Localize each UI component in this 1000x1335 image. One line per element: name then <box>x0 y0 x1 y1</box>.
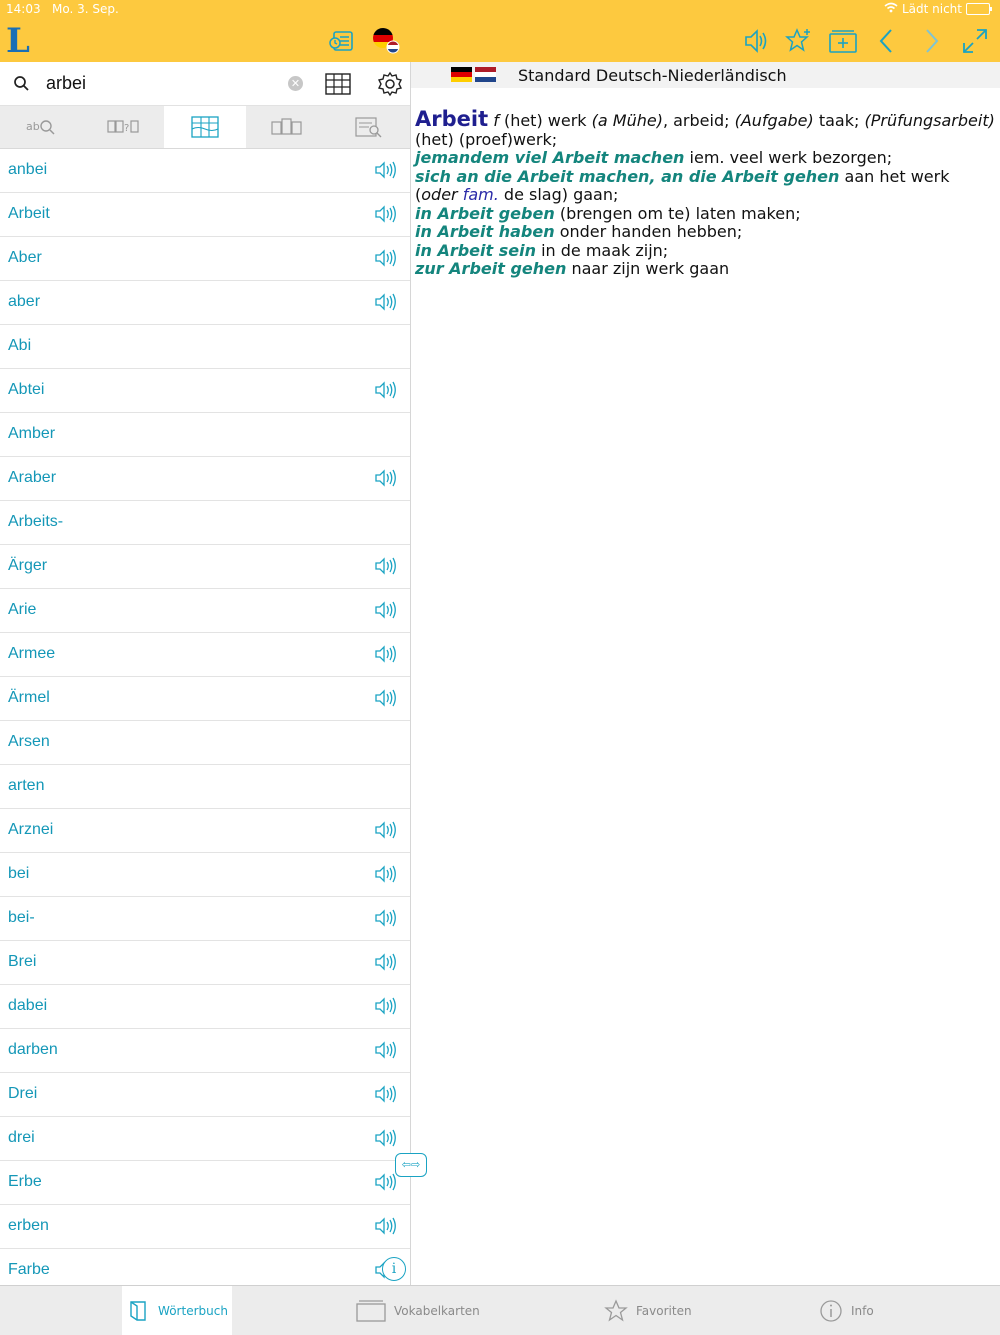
tab-info[interactable]: Info <box>819 1286 874 1335</box>
list-item-word: Arbeit <box>8 205 50 222</box>
fulltext-search-icon[interactable] <box>328 106 410 148</box>
speaker-icon[interactable] <box>738 24 772 58</box>
list-item[interactable] <box>0 765 410 809</box>
battery-icon <box>966 3 990 15</box>
gender-label: f <box>493 111 499 130</box>
list-item[interactable] <box>0 545 410 589</box>
speaker-icon[interactable] <box>374 469 398 487</box>
speaker-icon[interactable] <box>374 953 398 971</box>
list-item-word: Erbe <box>8 1173 42 1190</box>
add-favorite-icon[interactable] <box>782 24 816 58</box>
phrase-line: in Arbeit geben (brengen om te) laten maken; <box>415 203 801 223</box>
list-item[interactable] <box>0 589 410 633</box>
settings-gear-icon[interactable] <box>376 70 404 98</box>
list-item[interactable] <box>0 677 410 721</box>
dictionary-title: Standard Deutsch-Niederländisch <box>518 66 787 85</box>
spell-search-icon[interactable] <box>0 106 82 148</box>
list-item-word: Farbe <box>8 1261 50 1278</box>
phrase-line: in Arbeit sein in de maak zijn; <box>415 240 669 260</box>
language-flag-icon[interactable] <box>368 24 402 58</box>
entry-main: Arbeit f (het) werk (a Mühe), arbeid; (Aufgabe) taak; (Prüfungsarbeit) (het) (proef)werk; <box>415 107 995 149</box>
headword: Arbeit <box>415 107 489 131</box>
speaker-icon[interactable] <box>374 601 398 619</box>
german-flag-icon <box>451 67 472 82</box>
list-item[interactable] <box>0 1029 410 1073</box>
list-item-word: dabei <box>8 997 48 1014</box>
list-item-word: Arbeits- <box>8 513 64 530</box>
list-item-word: Arznei <box>8 821 54 838</box>
speaker-icon[interactable] <box>374 821 398 839</box>
wordlist-icon[interactable] <box>164 106 246 148</box>
list-item[interactable] <box>0 941 410 985</box>
pane-resize-handle[interactable]: ⇦⇨ <box>395 1153 427 1177</box>
speaker-icon[interactable] <box>374 1085 398 1103</box>
search-bar <box>0 62 410 106</box>
wordlist-view-icon[interactable] <box>324 70 352 98</box>
phrase-line: in Arbeit haben onder handen hebben; <box>415 222 743 241</box>
list-item-word: arten <box>8 777 45 794</box>
list-item[interactable] <box>0 149 410 193</box>
list-item[interactable] <box>0 369 410 413</box>
list-item[interactable] <box>0 413 410 457</box>
cards-icon <box>356 1299 386 1323</box>
list-item-word: Arie <box>8 601 37 618</box>
list-item-word: bei- <box>8 909 35 926</box>
list-item[interactable] <box>0 281 410 325</box>
list-item-word: Armee <box>8 645 56 662</box>
list-item[interactable] <box>0 809 410 853</box>
list-item-word: Amber <box>8 425 56 442</box>
speaker-icon[interactable] <box>374 1173 398 1191</box>
list-item-word: Abtei <box>8 381 45 398</box>
bottom-tab-bar <box>0 1285 1000 1335</box>
status-right <box>884 2 990 16</box>
forward-icon[interactable] <box>914 24 948 58</box>
speaker-icon[interactable] <box>374 1041 398 1059</box>
compound-search-icon[interactable] <box>246 106 328 148</box>
list-item-word: anbei <box>8 161 48 178</box>
list-item[interactable] <box>0 721 410 765</box>
list-item-word: Drei <box>8 1085 38 1102</box>
list-item-word: drei <box>8 1129 35 1146</box>
phrase-line: jemandem viel Arbeit machen iem. veel werk bezorgen; <box>415 148 893 167</box>
list-item[interactable] <box>0 1249 410 1285</box>
charging-status: Lädt nicht <box>901 2 962 16</box>
speaker-icon[interactable] <box>374 249 398 267</box>
tab-vokabelkarten[interactable]: Vokabelkarten <box>356 1286 480 1335</box>
speaker-icon[interactable] <box>374 205 398 223</box>
list-item[interactable] <box>0 1161 410 1205</box>
book-icon <box>126 1299 150 1323</box>
clear-search-icon[interactable]: ✕ <box>288 76 303 91</box>
list-item-word: erben <box>8 1217 49 1234</box>
dictionary-entry-pane <box>411 62 1000 1285</box>
info-icon <box>819 1299 843 1323</box>
top-bar <box>0 0 1000 62</box>
wildcard-search-icon[interactable] <box>82 106 164 148</box>
list-item[interactable] <box>0 457 410 501</box>
list-item[interactable] <box>0 897 410 941</box>
tab-favoriten[interactable]: Favoriten <box>604 1286 692 1335</box>
svg-text:?: ? <box>124 123 130 134</box>
speaker-icon[interactable] <box>374 381 398 399</box>
dutch-flag-icon <box>475 67 496 82</box>
speaker-icon[interactable] <box>374 1129 398 1147</box>
speaker-icon[interactable] <box>374 645 398 663</box>
list-item[interactable] <box>0 853 410 897</box>
list-item-word: Ärmel <box>8 689 50 706</box>
phrase-line: sich an die Arbeit machen, an die Arbeit gehen aan het werk (oder fam. de slag) gaan; <box>415 166 950 204</box>
app-logo: L <box>6 21 30 61</box>
tab-woerterbuch[interactable]: Wörterbuch <box>122 1286 232 1335</box>
list-item[interactable] <box>0 985 410 1029</box>
star-icon <box>604 1299 628 1323</box>
list-item-word: Ärger <box>8 557 48 574</box>
list-item-word: Aber <box>8 249 42 266</box>
list-item[interactable] <box>0 501 410 545</box>
speaker-icon[interactable] <box>374 293 398 311</box>
list-item-word: bei <box>8 865 30 882</box>
speaker-icon[interactable] <box>374 161 398 179</box>
list-item-word: Arsen <box>8 733 50 750</box>
speaker-icon[interactable] <box>374 997 398 1015</box>
list-item-word: Abi <box>8 337 32 354</box>
list-item[interactable] <box>0 193 410 237</box>
list-item[interactable] <box>0 237 410 281</box>
list-item[interactable] <box>0 633 410 677</box>
search-icon <box>12 74 32 94</box>
list-item-word: Brei <box>8 953 37 970</box>
speaker-icon[interactable] <box>374 557 398 575</box>
speaker-icon[interactable] <box>374 689 398 707</box>
back-icon[interactable] <box>870 24 904 58</box>
list-item-word: darben <box>8 1041 58 1058</box>
info-float-icon[interactable]: i <box>382 1257 406 1281</box>
dictionary-entry <box>415 107 995 279</box>
fullscreen-icon[interactable] <box>958 24 992 58</box>
list-item[interactable] <box>0 1205 410 1249</box>
speaker-icon[interactable] <box>374 1217 398 1235</box>
history-icon[interactable] <box>325 24 359 58</box>
list-item[interactable] <box>0 1073 410 1117</box>
speaker-icon[interactable] <box>374 865 398 883</box>
list-item-word: aber <box>8 293 41 310</box>
list-item[interactable] <box>0 1117 410 1161</box>
list-item[interactable] <box>0 325 410 369</box>
phrase-line: zur Arbeit gehen naar zijn werk gaan <box>415 259 730 278</box>
word-list-pane <box>0 62 410 1285</box>
svg-text:ab: ab <box>26 120 40 133</box>
speaker-icon[interactable] <box>374 909 398 927</box>
wifi-icon <box>884 2 898 16</box>
add-card-icon[interactable] <box>826 24 860 58</box>
word-list <box>0 149 410 1285</box>
search-input[interactable] <box>46 70 276 96</box>
status-time-date: 14:03 Mo. 3. Sep. <box>6 2 119 16</box>
dictionary-header <box>411 62 1000 88</box>
list-item-word: Araber <box>8 469 57 486</box>
search-mode-tabs <box>0 106 410 149</box>
